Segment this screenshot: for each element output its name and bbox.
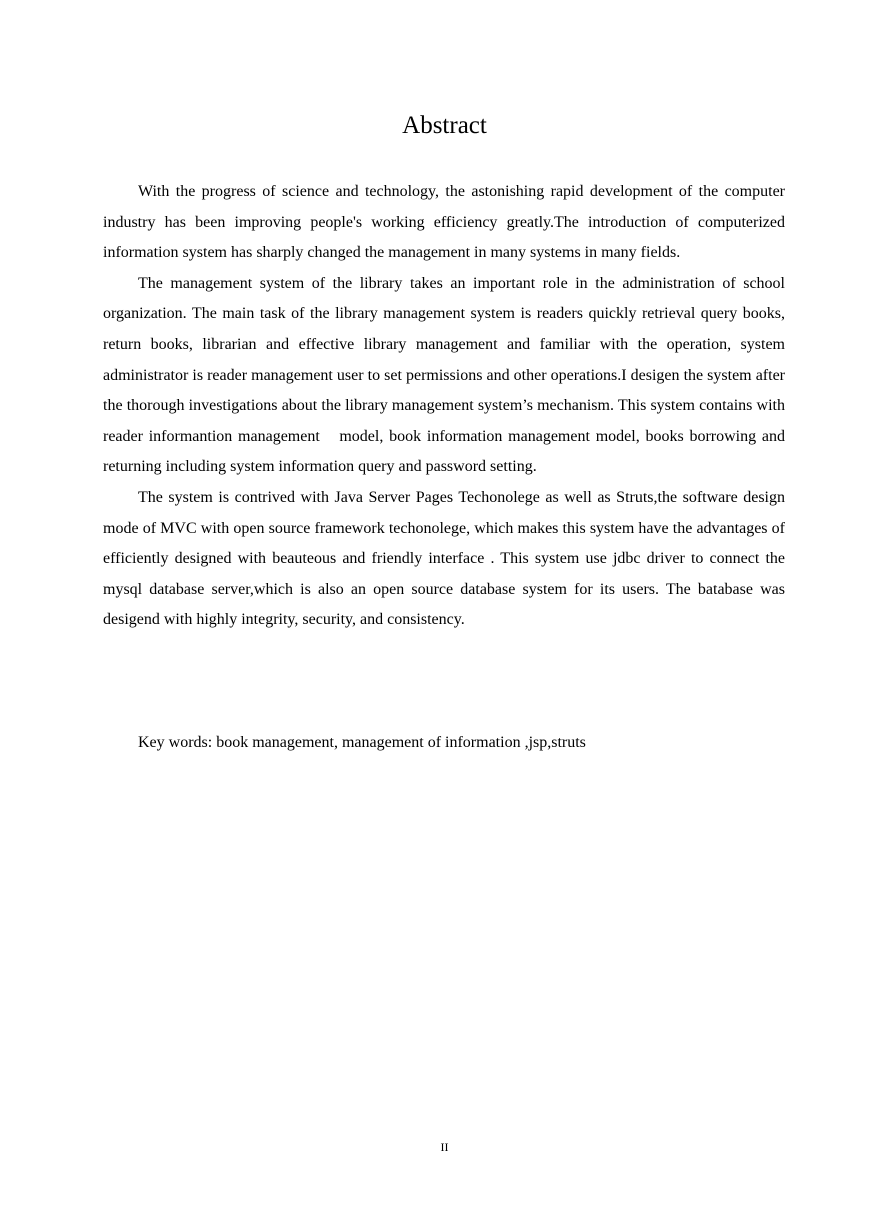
abstract-paragraph: The management system of the library takes an important role in the administration of school organization. The main task of the library management system is readers quickly retrieval query books, return books, librarian and effective library management and familiar with the operation, system administrator is reader management user to set permissions and other operations.I desigen the system after the thorough investigations about the library management system’s mechanism. This system contains with reader informantion management model, book information management model, books borrowing and returning including system information query and password setting. xyxy=(103,274,785,476)
abstract-paragraph: With the progress of science and technology, the astonishing rapid development of the computer industry has been improving people's working efficiency greatly.The introduction of computerized information system has sharply changed the management in many systems in many fields. xyxy=(103,183,785,262)
page-number: II xyxy=(440,1140,449,1154)
keywords: Key words: book management, management of information ,jsp,struts xyxy=(138,734,586,751)
page-title: Abstract xyxy=(402,112,487,139)
abstract-body xyxy=(103,177,785,636)
abstract-paragraph: The system is contrived with Java Server Pages Techonolege as well as Struts,the software design mode of MVC with open source framework techonolege, which makes this system have the advantages of efficiently designed with beauteous and friendly interface . This system use jdbc driver to connect the mysql database server,which is also an open source database system for its users. The batabase was desigend with highly integrity, security, and consistency. xyxy=(103,488,785,629)
